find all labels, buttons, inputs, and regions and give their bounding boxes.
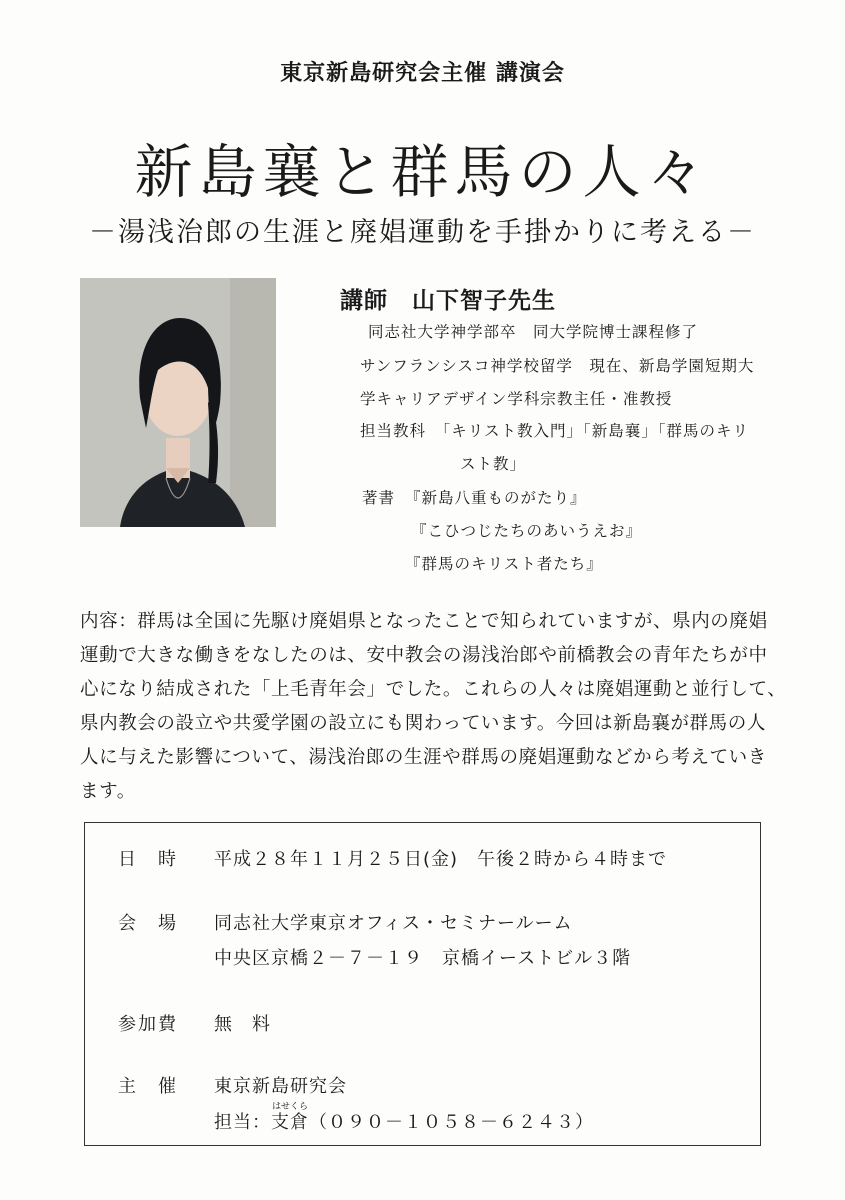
content-description [80, 605, 787, 809]
page-title: 新島襄と群馬の人々 [134, 138, 711, 206]
books-label: 著書 [362, 489, 396, 507]
book-title: 『新島八重ものがたり』 [405, 489, 587, 507]
lecturer-bio-line: サンフランシスコ神学校留学 現在、新島学園短期大 [360, 357, 755, 375]
book-title: 『群馬のキリスト者たち』 [405, 555, 603, 573]
lecturer-heading: 講師 山下智子先生 [340, 287, 556, 314]
venue-address: 中央区京橋２－７－１９ 京橋イーストビル３階 [214, 948, 632, 969]
datetime-label: 日 時 [118, 849, 178, 870]
contact-phone: （０９０－１０５８－６２４３） [309, 1112, 594, 1133]
venue-label: 会 場 [118, 913, 178, 934]
datetime-value: 平成２８年１１月２５日(金) 午後２時から４時まで [214, 849, 668, 870]
lecturer-bio-line: スト教」 [460, 455, 527, 473]
book-title: 『こひつじたちのあいうえお』 [411, 522, 643, 540]
lecturer-bio-line: 担当教科 「キリスト教入門」「新島襄」「群馬のキリ [360, 422, 749, 440]
content-line: 心になり結成された「上毛青年会」でした。これらの人々は廃娼運動と並行して、 [80, 679, 787, 700]
lecturer-bio-line: 同志社大学神学部卒 同大学院博士課程修了 [368, 323, 699, 341]
content-line: 運動で大きな働きをなしたのは、安中教会の湯浅治郎や前橋教会の青年たちが中 [80, 645, 768, 666]
content-line: ます。 [80, 781, 136, 802]
content-line: 県内教会の設立や共愛学園の設立にも関わっています。今回は新島襄が群馬の人 [80, 713, 766, 734]
host-value: 東京新島研究会 [214, 1076, 347, 1097]
venue-name: 同志社大学東京オフィス・セミナールーム [214, 913, 573, 934]
fee-value: 無 料 [214, 1014, 271, 1035]
contact-line [214, 1108, 594, 1134]
host-label: 主 催 [118, 1076, 178, 1097]
contact-name: 支倉 [271, 1112, 309, 1133]
page-subtitle: －湯浅治郎の生涯と廃娼運動を手掛かりに考える－ [89, 217, 756, 248]
content-line: 内容：群馬は全国に先駆け廃娼県となったことで知られていますが、県内の廃娼 [80, 611, 768, 632]
content-line: 人に与えた影響について、湯浅治郎の生涯や群馬の廃娼運動などから考えていき [80, 747, 767, 768]
contact-prefix: 担当： [214, 1112, 271, 1133]
fee-label: 参加費 [118, 1014, 178, 1035]
lecturer-bio-line: 学キャリアデザイン学科宗教主任・准教授 [360, 390, 673, 408]
organizer-line: 東京新島研究会主催 講演会 [280, 60, 565, 86]
lecturer-photo [80, 278, 276, 527]
contact-name-ruby: はせくら [272, 1102, 309, 1112]
